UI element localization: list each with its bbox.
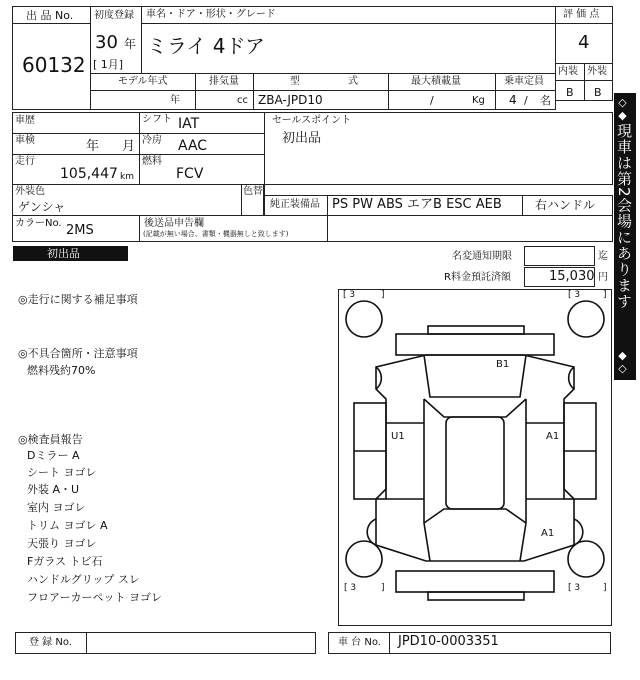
interior-label: 内装 [558,66,578,77]
name-change-unit: 迄 [598,251,608,262]
corner-mark-top-right: [ 3 [568,290,581,300]
side-banner-bottom-marks: ◆◇ [616,349,629,375]
type-value: ZBA-JPD10 [258,93,323,107]
name-change-box [524,246,595,266]
driving-notes-header: ◎走行に関する補足事項 [18,293,138,306]
type-label: 型 [290,76,300,87]
max-load-label: 最大積載量 [411,76,461,87]
corner-mark-top-left: [ 3 [343,290,356,300]
inspector-item: 天張り ヨゴレ [27,537,97,550]
post-declare-div [327,215,328,242]
first-listing-badge-text: 初出品 [47,247,80,260]
score-label: 評 価 点 [563,9,600,20]
model-year-label: モデル年式 [118,76,168,87]
mileage-unit: km [120,172,134,182]
post-declare-note: (記載が無い場合、書類・機器無しと致します) [143,230,289,238]
damage-mark-b1: B1 [496,359,510,370]
interior-score: B [566,86,574,99]
name-change-label: 名変通知期限 [452,251,512,262]
inspection-label: 車検 [15,135,35,146]
recycle-value: 15,030 [549,269,595,284]
genuine-label: 純正装備品 [270,199,320,210]
corner-mark-bottom-left: [ 3 [344,583,357,593]
inspector-item: フロアーカーペット ヨゴレ [27,591,162,604]
color-no-value: 2MS [66,223,94,238]
model-year-unit: 年 [170,95,180,106]
fuel-value: FCV [176,166,204,182]
first-reg-year: 30 [95,32,118,53]
color-no-label: カラーNo. [15,218,62,229]
spec-div2 [253,73,254,110]
score-value: 4 [578,32,590,53]
damage-mark-a1-right: A1 [546,431,560,442]
recycle-unit: 円 [598,272,608,283]
spec-div1 [195,73,196,110]
spec-div3 [388,73,389,110]
ac-label: 冷房 [142,135,162,146]
car-diagram [338,289,612,626]
exterior-label: 外装 [587,66,607,77]
trunk [424,523,526,561]
defects-text: 燃料残約70% [27,364,96,377]
rear-plate [428,592,524,600]
lot-no-label: 出 品 No. [26,9,74,22]
inspector-item: ハンドルグリップ スレ [27,573,140,586]
recycle-label: R料金預託済額 [444,272,511,283]
sales-point-label: セールスポイント [272,115,352,126]
lot-no: 60132 [22,53,86,77]
capacity-sep: / [524,94,528,107]
side-banner-top-marks: ◇◆ [616,96,629,122]
wheel-top-left [346,301,382,337]
inspector-item: トリム ヨゴレ A [27,519,108,532]
chassis-label: 車 台 No. [338,637,381,648]
mileage-label: 走行 [15,156,35,167]
inspector-item: Fガラス トビ石 [27,555,103,568]
inspection-month: 月 [122,139,136,154]
windshield [424,399,526,417]
exterior-score: B [594,86,602,99]
first-listing-badge [13,246,128,261]
hood [424,355,526,397]
wheel-bottom-left [346,541,382,577]
wheel-bottom-right [568,541,604,577]
vehicle-name-label: 車名・ドア・形状・グレード [146,9,276,20]
shift-value: IAT [178,116,200,132]
damage-mark-a1-bottom: A1 [541,528,555,539]
inspector-header: ◎検査員報告 [18,433,83,446]
shift-label: シフト [142,114,172,125]
inspection-year: 年 [86,139,100,154]
corner-mark-bottom-right: [ 3 [568,583,581,593]
inspector-item: 室内 ヨゴレ [27,501,86,514]
rear-bumper [396,571,554,592]
capacity-label: 乗車定員 [504,76,544,87]
roof [446,417,504,509]
corner-mark-bottom-left-end: ] [381,583,385,593]
mileage-value: 105,447 [60,166,118,182]
front-bumper [396,334,554,355]
spec-div4 [495,73,496,110]
wheel-top-right [568,301,604,337]
equipment-list: PS PW ABS エアB ESC AEB [332,197,502,212]
chassis-value: JPD10-0003351 [398,634,499,649]
capacity-unit: 名 [540,94,551,107]
front-plate [428,326,524,334]
ac-value: AAC [178,138,208,154]
inspector-item: Dミラー A [27,449,80,462]
fuel-label: 燃料 [142,156,162,167]
ext-color-label: 外装色 [15,186,45,197]
steering-value: 右ハンドル [535,198,596,212]
first-reg-year-unit: 年 [124,37,137,51]
inspector-item: シート ヨゴレ [27,466,97,479]
side-banner-text: 現車は第2会場にあります [615,123,633,310]
corner-mark-top-left-end: ] [381,290,385,300]
inspector-item: 外装 A・U [27,483,80,496]
max-load-unit: Kg [472,95,485,106]
displacement-label: 排気量 [209,76,239,87]
color-change-label: 色替 [243,186,263,197]
post-declare-label: 後送品申告欄 [144,218,204,229]
side-banner [614,93,636,380]
capacity-value: 4 [509,93,517,107]
first-reg-month: [ 1月] [93,58,124,71]
vehicle-name: ミライ 4ドア [147,34,265,58]
history-label: 車歴 [15,115,35,126]
ext-color-value: ゲンシャ [18,200,66,214]
defects-header: ◎不具合箇所・注意事項 [18,347,138,360]
reg-no-label: 登 録 No. [29,637,72,648]
displacement-unit: cc [237,95,248,106]
corner-mark-bottom-right-end: ] [603,583,607,593]
rear-window [424,509,526,523]
max-load-value: / [430,94,434,107]
sales-point-value: 初出品 [282,131,322,146]
corner-mark-top-right-end: ] [603,290,607,300]
first-reg-label: 初度登録 [94,10,134,21]
damage-mark-u1: U1 [391,431,405,442]
type-label-2: 式 [348,76,358,87]
